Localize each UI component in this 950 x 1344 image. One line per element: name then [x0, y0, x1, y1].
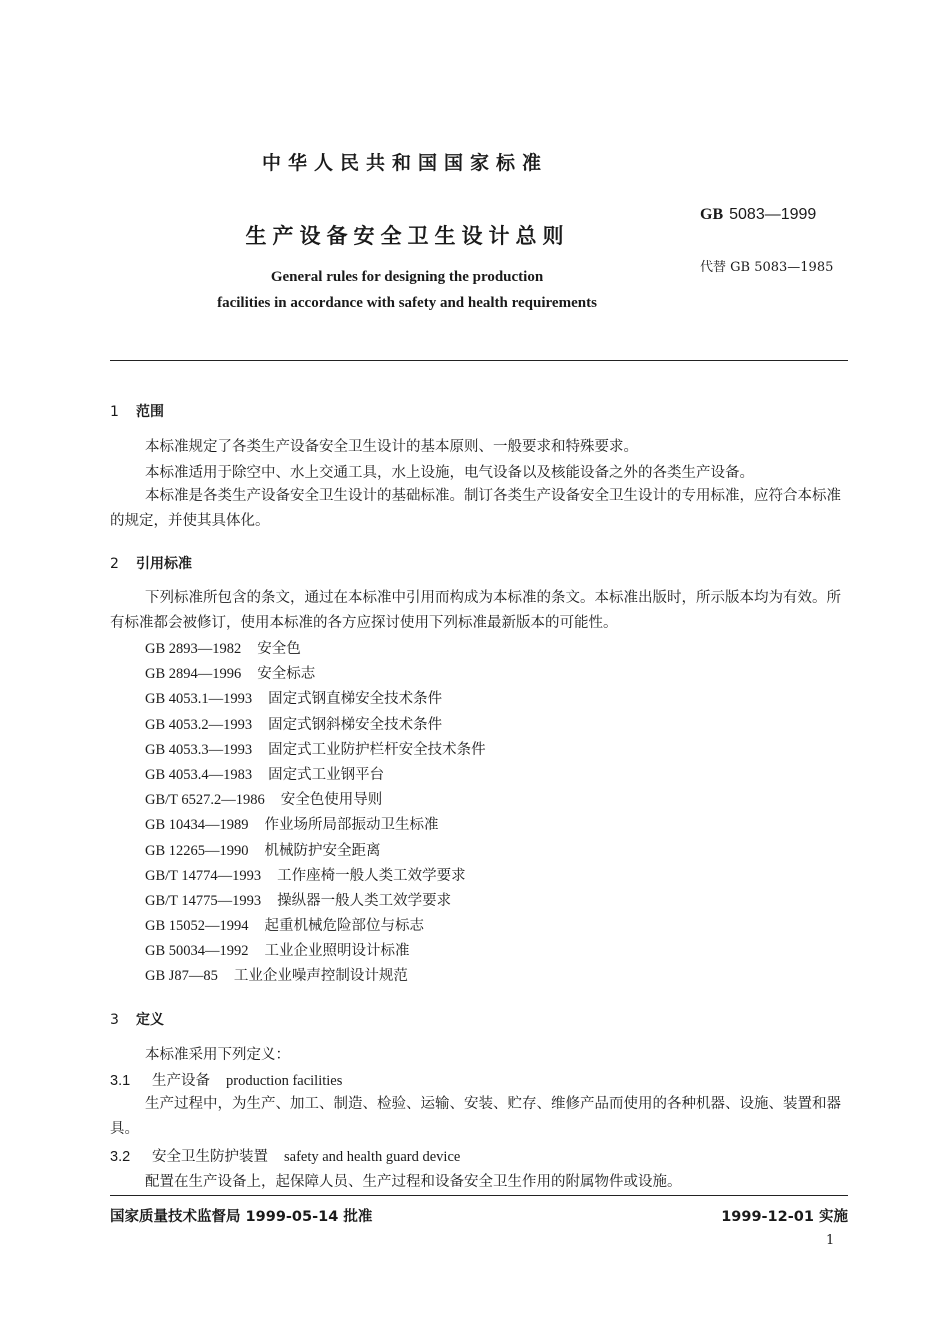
term-cn: 安全卫生防护装置: [152, 1149, 268, 1165]
standard-title: 固定式钢直梯安全技术条件: [268, 691, 443, 708]
definition-text: 配置在生产设备上，起保障人员、生产过程和设备安全卫生作用的附属物件或设施。: [145, 1174, 682, 1190]
standard-code: GB 4053.4—1983: [145, 766, 253, 783]
list-item: [145, 889, 486, 914]
document-title-cn: 生产设备安全卫生设计总则: [245, 224, 570, 248]
list-item: [145, 637, 486, 662]
issuing-authority: 中华人民共和国国家标准: [261, 152, 548, 174]
standard-code: GB 15052—1994: [145, 918, 249, 935]
section-3-heading: [110, 1009, 164, 1029]
standard-title: 固定式工业钢平台: [268, 766, 385, 783]
standard-title: 作业场所局部振动卫生标准: [264, 817, 439, 834]
standard-title: 操纵器一般人类工效学要求: [277, 892, 452, 909]
definition-term: [110, 1145, 460, 1166]
section-title: 引用标准: [136, 556, 192, 572]
section-1-paragraph: 本标准是各类生产设备安全卫生设计的基础标准。制订各类生产设备安全卫生设计的专用标准，应符合本标准的规定，并使其具体化。: [110, 488, 841, 529]
list-item: [145, 738, 486, 763]
standard-code: GB 2894—1996: [145, 666, 242, 683]
standard-code: GB/T 6527.2—1986: [145, 792, 265, 809]
definition-text: 生产过程中，为生产、加工、制造、检验、运输、安装、贮存、维修产品而使用的各种机器、设施、装置和器具。: [110, 1096, 841, 1137]
section-1-paragraph: 本标准适用于除空中、水上交通工具，水上设施，电气设备以及核能设备之外的各类生产设备。: [145, 465, 754, 481]
standard-title: 安全色: [257, 641, 301, 657]
list-item: [145, 713, 486, 738]
standard-code: GB 50034—1992: [145, 943, 249, 960]
standard-code: GB 4053.3—1993: [145, 741, 253, 758]
list-item: [145, 914, 486, 939]
standard-title: 安全色使用导则: [280, 792, 383, 809]
standard-code: GB 4053.2—1993: [145, 716, 253, 733]
effective-date: 1999-12-01 实施: [721, 1209, 848, 1225]
standard-title: 起重机械危险部位与标志: [264, 918, 425, 935]
term-en: production facilities: [226, 1073, 343, 1089]
standard-number-value: 5083—1999: [729, 206, 817, 223]
definition-number: 3.2: [110, 1149, 131, 1165]
list-item: [145, 662, 486, 687]
definition-number: 3.1: [110, 1073, 131, 1089]
section-1-heading: [110, 401, 164, 421]
footer-divider: [110, 1195, 848, 1196]
section-number: 2: [110, 556, 119, 572]
referenced-standards-list: [145, 637, 486, 990]
section-title: 定义: [136, 1012, 164, 1028]
section-2-heading: [110, 553, 192, 573]
standard-title: 工业企业噪声控制设计规范: [233, 968, 408, 985]
section-2-intro: 下列标准所包含的条文，通过在本标准中引用而构成为本标准的条文。本标准出版时，所示版本均为有效。所有标准都会被修订，使用本标准的各方应探讨使用下列标准最新版本的可能性。: [110, 590, 841, 631]
standard-title: 固定式钢斜梯安全技术条件: [268, 716, 443, 733]
section-1-paragraph: 本标准规定了各类生产设备安全卫生设计的基本原则、一般要求和特殊要求。: [145, 439, 638, 455]
header-divider: [110, 360, 848, 361]
list-item: [145, 839, 486, 864]
document-title-en-line1: General rules for designing the production: [270, 269, 544, 285]
standard-code: GB/T 14775—1993: [145, 892, 262, 909]
standard-code: GB 2893—1982: [145, 641, 242, 657]
standard-title: 工业企业照明设计标准: [264, 943, 410, 960]
standard-code: GB J87—85: [145, 968, 218, 985]
list-item: [145, 939, 486, 964]
standard-title: 安全标志: [257, 666, 316, 683]
standard-prefix: GB: [700, 206, 724, 223]
list-item: [145, 788, 486, 813]
term-cn: 生产设备: [152, 1073, 210, 1089]
list-item: [145, 864, 486, 889]
standard-title: 工作座椅一般人类工效学要求: [277, 867, 466, 884]
standard-code: GB 12265—1990: [145, 842, 249, 859]
page-number: 1: [826, 1233, 835, 1248]
standard-code: GB/T 14774—1993: [145, 867, 262, 884]
section-3-intro: 本标准采用下列定义：: [145, 1047, 290, 1063]
section-number: 3: [110, 1012, 119, 1028]
replaces-standard: 代替 GB 5083—1985: [700, 260, 834, 275]
section-number: 1: [110, 404, 119, 420]
standard-code: GB 4053.1—1993: [145, 691, 253, 708]
approval-note: 国家质量技术监督局 1999-05-14 批准: [110, 1209, 373, 1225]
term-en: safety and health guard device: [284, 1149, 461, 1165]
standard-code: GB 10434—1989: [145, 817, 249, 834]
list-item: [145, 964, 486, 989]
list-item: [145, 813, 486, 838]
definition-term: [110, 1069, 342, 1090]
list-item: [145, 763, 486, 788]
document-title-en-line2: facilities in accordance with safety and health requirements: [217, 295, 597, 311]
standard-title: 机械防护安全距离: [264, 842, 381, 859]
list-item: [145, 687, 486, 712]
standard-title: 固定式工业防护栏杆安全技术条件: [268, 741, 486, 758]
section-title: 范围: [136, 404, 164, 420]
